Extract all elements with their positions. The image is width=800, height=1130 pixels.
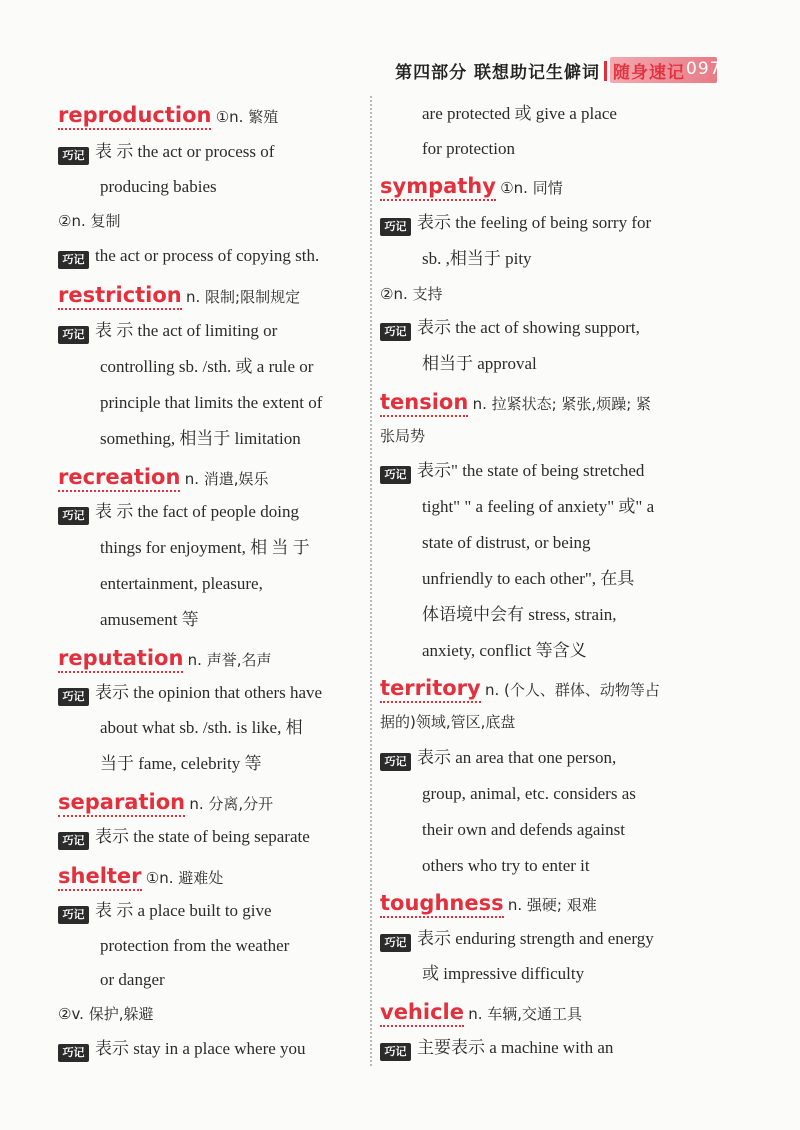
note-text: 表示 the act of showing support, (417, 318, 640, 337)
headword: reputation (58, 646, 183, 673)
note-line (58, 316, 364, 346)
sense-line: ②n. 支持 (380, 285, 443, 303)
definition: n. 声誉,名声 (187, 651, 272, 669)
note-line (58, 896, 364, 926)
note-line: something, 相当于 limitation (100, 429, 301, 448)
entry-recreation (58, 462, 364, 492)
entry-toughness (380, 888, 686, 918)
note-text: 表 示 the act of limiting or (95, 321, 278, 340)
note-line: entertainment, pleasure, (100, 574, 263, 593)
note-text: 表 示 the act or process of (95, 142, 275, 161)
entry-vehicle (380, 997, 686, 1027)
headword: restriction (58, 283, 182, 310)
headword: tension (380, 390, 468, 417)
entry-restriction (58, 280, 364, 310)
headword: territory (380, 676, 481, 703)
note-line (58, 678, 364, 708)
note-text: 表示 stay in a place where you (95, 1039, 306, 1058)
header-separator (604, 61, 607, 81)
entry-shelter (58, 861, 364, 891)
definition: n. (个人、群体、动物等占 (484, 681, 660, 699)
headword: reproduction (58, 103, 211, 130)
section-title: 第四部分 联想助记生僻词 (395, 63, 600, 83)
sense-line: ②n. 复制 (58, 212, 121, 230)
note-line: producing babies (100, 177, 217, 196)
definition: n. 强硬; 艰难 (507, 896, 597, 914)
mnemonic-badge-icon: 巧记 (58, 906, 89, 924)
headword: separation (58, 790, 185, 817)
mnemonic-badge-icon: 巧记 (380, 1043, 411, 1061)
note-text: 表 示 a place built to give (95, 901, 272, 920)
definition: n. 消遣,娱乐 (184, 470, 269, 488)
note-line (58, 822, 364, 852)
mnemonic-badge-icon: 巧记 (58, 832, 89, 850)
note-line: sb. ,相当于 pity (422, 249, 532, 268)
note-text: 主要表示 a machine with an (417, 1038, 614, 1057)
note-line: group, animal, etc. considers as (422, 784, 636, 803)
mnemonic-badge-icon: 巧记 (58, 688, 89, 706)
headword: sympathy (380, 174, 496, 201)
note-line: unfriendly to each other", 在具 (422, 569, 635, 588)
note-line (380, 456, 686, 486)
mnemonic-badge-icon: 巧记 (58, 326, 89, 344)
page-header (0, 55, 800, 87)
note-line: 体语境中会有 stress, strain, (422, 605, 617, 624)
note-text: 表示 enduring strength and energy (417, 929, 654, 948)
headword: toughness (380, 891, 504, 918)
definition: n. 限制;限制规定 (186, 288, 301, 306)
note-text: 表示 the state of being separate (95, 827, 310, 846)
column-divider (370, 96, 372, 1066)
mnemonic-badge-icon: 巧记 (58, 1044, 89, 1062)
note-line: their own and defends against (422, 820, 625, 839)
page-number: 097 (686, 59, 722, 79)
entry-reproduction (58, 100, 364, 130)
note-line (58, 1034, 364, 1064)
mnemonic-badge-icon: 巧记 (58, 507, 89, 525)
note-line (58, 497, 364, 527)
note-line: principle that limits the extent of (100, 393, 323, 412)
note-line: are protected 或 give a place (422, 104, 617, 123)
mnemonic-badge-icon: 巧记 (380, 323, 411, 341)
note-line (380, 743, 686, 773)
note-line: controlling sb. /sth. 或 a rule or (100, 357, 314, 376)
note-line (58, 241, 364, 271)
note-line: 相当于 approval (422, 354, 537, 373)
note-line: tight" " a feeling of anxiety" 或" a (422, 497, 655, 516)
definition: ①n. 避难处 (145, 869, 224, 887)
note-line: things for enjoyment, 相 当 于 (100, 538, 310, 557)
note-line: protection from the weather (100, 936, 290, 955)
entry-territory (380, 673, 686, 703)
note-line: about what sb. /sth. is like, 相 (100, 718, 303, 737)
note-text: the act or process of copying sth. (95, 246, 320, 265)
definition: ①n. 繁殖 (215, 108, 279, 126)
mnemonic-badge-icon: 巧记 (58, 147, 89, 165)
headword: shelter (58, 864, 142, 891)
definition: n. 拉紧状态; 紧张,烦躁; 紧 (472, 395, 652, 413)
definition-continued: 据的)领域,管区,底盘 (380, 713, 516, 731)
mnemonic-badge-icon: 巧记 (380, 934, 411, 952)
note-line (380, 313, 686, 343)
note-line: others who try to enter it (422, 856, 590, 875)
mnemonic-badge-icon: 巧记 (380, 466, 411, 484)
headword: recreation (58, 465, 180, 492)
note-line: 当于 fame, celebrity 等 (100, 754, 262, 773)
note-line: or danger (100, 970, 165, 989)
mnemonic-badge-icon: 巧记 (380, 753, 411, 771)
note-text: 表示 the feeling of being sorry for (417, 213, 652, 232)
headword: vehicle (380, 1000, 464, 1027)
note-text: 表示" the state of being stretched (417, 461, 645, 480)
note-line (380, 1033, 686, 1063)
note-text: 表示 the opinion that others have (95, 683, 323, 702)
note-line (380, 208, 686, 238)
note-line (58, 137, 364, 167)
definition: n. 分离,分开 (189, 795, 274, 813)
note-line: 或 impressive difficulty (422, 964, 585, 983)
definition: n. 车辆,交通工具 (468, 1005, 583, 1023)
mnemonic-badge-icon: 巧记 (380, 218, 411, 236)
note-line: amusement 等 (100, 610, 199, 629)
note-text: 表 示 the fact of people doing (95, 502, 299, 521)
note-line (380, 924, 686, 954)
entry-sympathy (380, 171, 686, 201)
entry-tension (380, 387, 686, 417)
entry-separation (58, 787, 364, 817)
brand-label: 随身速记 (613, 63, 685, 83)
note-text: 表示 an area that one person, (417, 748, 617, 767)
note-line: for protection (422, 139, 515, 158)
note-line: state of distrust, or being (422, 533, 591, 552)
entry-reputation (58, 643, 364, 673)
note-line: anxiety, conflict 等含义 (422, 641, 587, 660)
definition-continued: 张局势 (380, 427, 426, 445)
mnemonic-badge-icon: 巧记 (58, 251, 89, 269)
definition: ①n. 同情 (500, 179, 563, 197)
sense-line: ②v. 保护,躲避 (58, 1005, 154, 1023)
